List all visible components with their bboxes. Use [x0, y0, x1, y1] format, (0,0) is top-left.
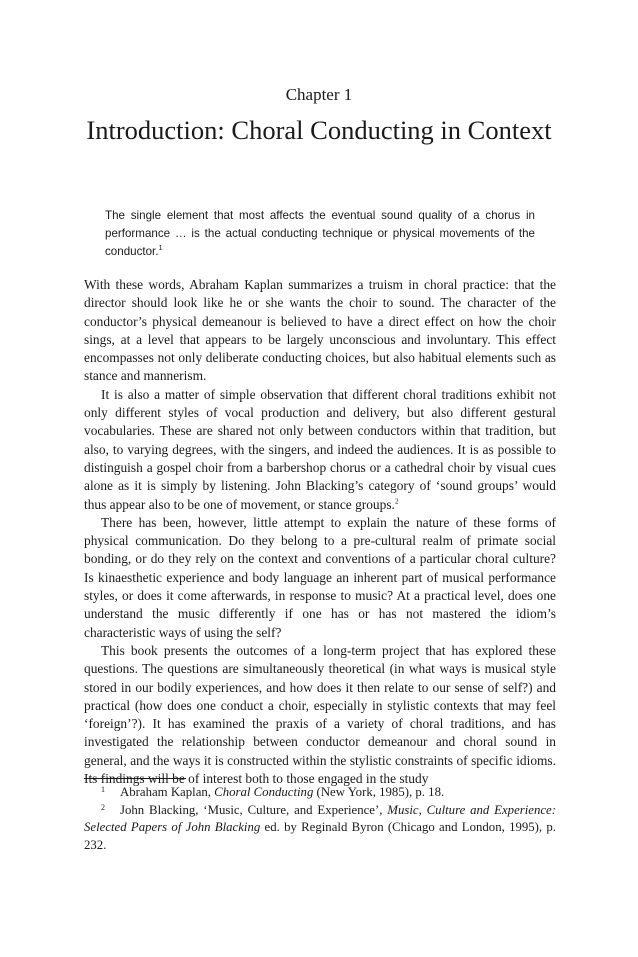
paragraph-2 — [84, 386, 556, 514]
footnote-1: 1 Abraham Kaplan, Choral Conducting (New York, 1985), p. 18. — [101, 785, 445, 799]
paragraph-1: With these words, Abraham Kaplan summarizes a truism in choral practice: that the director should look like he or she wants the choir to sound. The character of the conductor’s physical demeanour is believed to have a direct effect on how the choir sings, at a level that appears to be largely unconscious and involuntary. This effect encompasses not only deliberate conducting choices, but also habitual elements such as stance and mannerism. — [84, 277, 556, 384]
footnote-1-pre: Abraham Kaplan, — [120, 785, 215, 799]
paragraph-2-text: It is also a matter of simple observation that different choral traditions exhibit not only different styles of vocal production and delivery, but also different gestural vocabularies. These are shared not only between conductors within that tradition, but also, to varying degrees, with the singers, and indeed the audiences. It is as possible to distinguish a gospel choir from a barbershop chorus or a cathedral choir by visual cues alone as it is simply by listening. John Blacking’s category of ‘sound groups’ would thus appear also to be one of movement, or stance groups. — [84, 386, 556, 512]
epigraph-quote — [105, 207, 535, 260]
chapter-number: Chapter 1 — [285, 85, 353, 104]
epigraph-text: The single element that most affects the eventual sound quality of a chorus in performance … is the actual conducting technique or physical movements of the conductor. — [105, 209, 535, 258]
footnote-ref-2: 2 — [394, 496, 399, 506]
footnote-1-title: Choral Conducting — [214, 785, 314, 799]
footnote-2-title: Music, Culture and Experience: Selected Papers of John Blacking — [84, 802, 556, 835]
paragraph-3: There has been, however, little attempt to explain the nature of these forms of physical communication. Do they belong to a pre-cultural realm of primate social bonding, or do they rely on the context and conventions of a particular choral culture? Is kinaesthetic experience and body language an inherent part of musical performance styles, or does it come afterwards, in response to music? At a practical level, does one understand the music differently if one has or has not mastered the idiom’s characteristic ways of using the self? — [84, 514, 556, 640]
footnotes — [84, 784, 556, 854]
footnote-ref-1: 1 — [158, 242, 163, 252]
footnote-separator — [84, 778, 186, 779]
paragraph-4: This book presents the outcomes of a long-term project that has explored these questions. The questions are simultaneously theoretical (in what ways is musical style stored in our bodily experiences, and how does it then relate to our sense of self?) and practical (how does one conduct a choir, especially in stylistic contexts that may feel ‘foreign’?). It has examined the praxis of a variety of choral traditions, and has investigated the relationship between conductor demeanour and choral sound in general, and the ways it is constructed within the stylistic constraints of specific idioms. Its findings will be of interest both to those engaged in the study — [84, 642, 556, 787]
footnote-2: 2 John Blacking, ‘Music, Culture, and Experience’, Music, Culture and Experience: Selected Papers of John Blacking ed. by Reginald Byron (Chicago and London, 1995), p. 232. — [84, 802, 556, 852]
footnote-2-pre: John Blacking, ‘Music, Culture, and Experience’, — [120, 802, 388, 817]
main-text — [84, 276, 556, 788]
footnote-1-post: (New York, 1985), p. 18. — [313, 785, 445, 799]
footnote-2-post: ed. by Reginald Byron (Chicago and London, 1995), p. 232. — [84, 820, 556, 852]
chapter-title: Introduction: Choral Conducting in Context — [86, 115, 552, 145]
